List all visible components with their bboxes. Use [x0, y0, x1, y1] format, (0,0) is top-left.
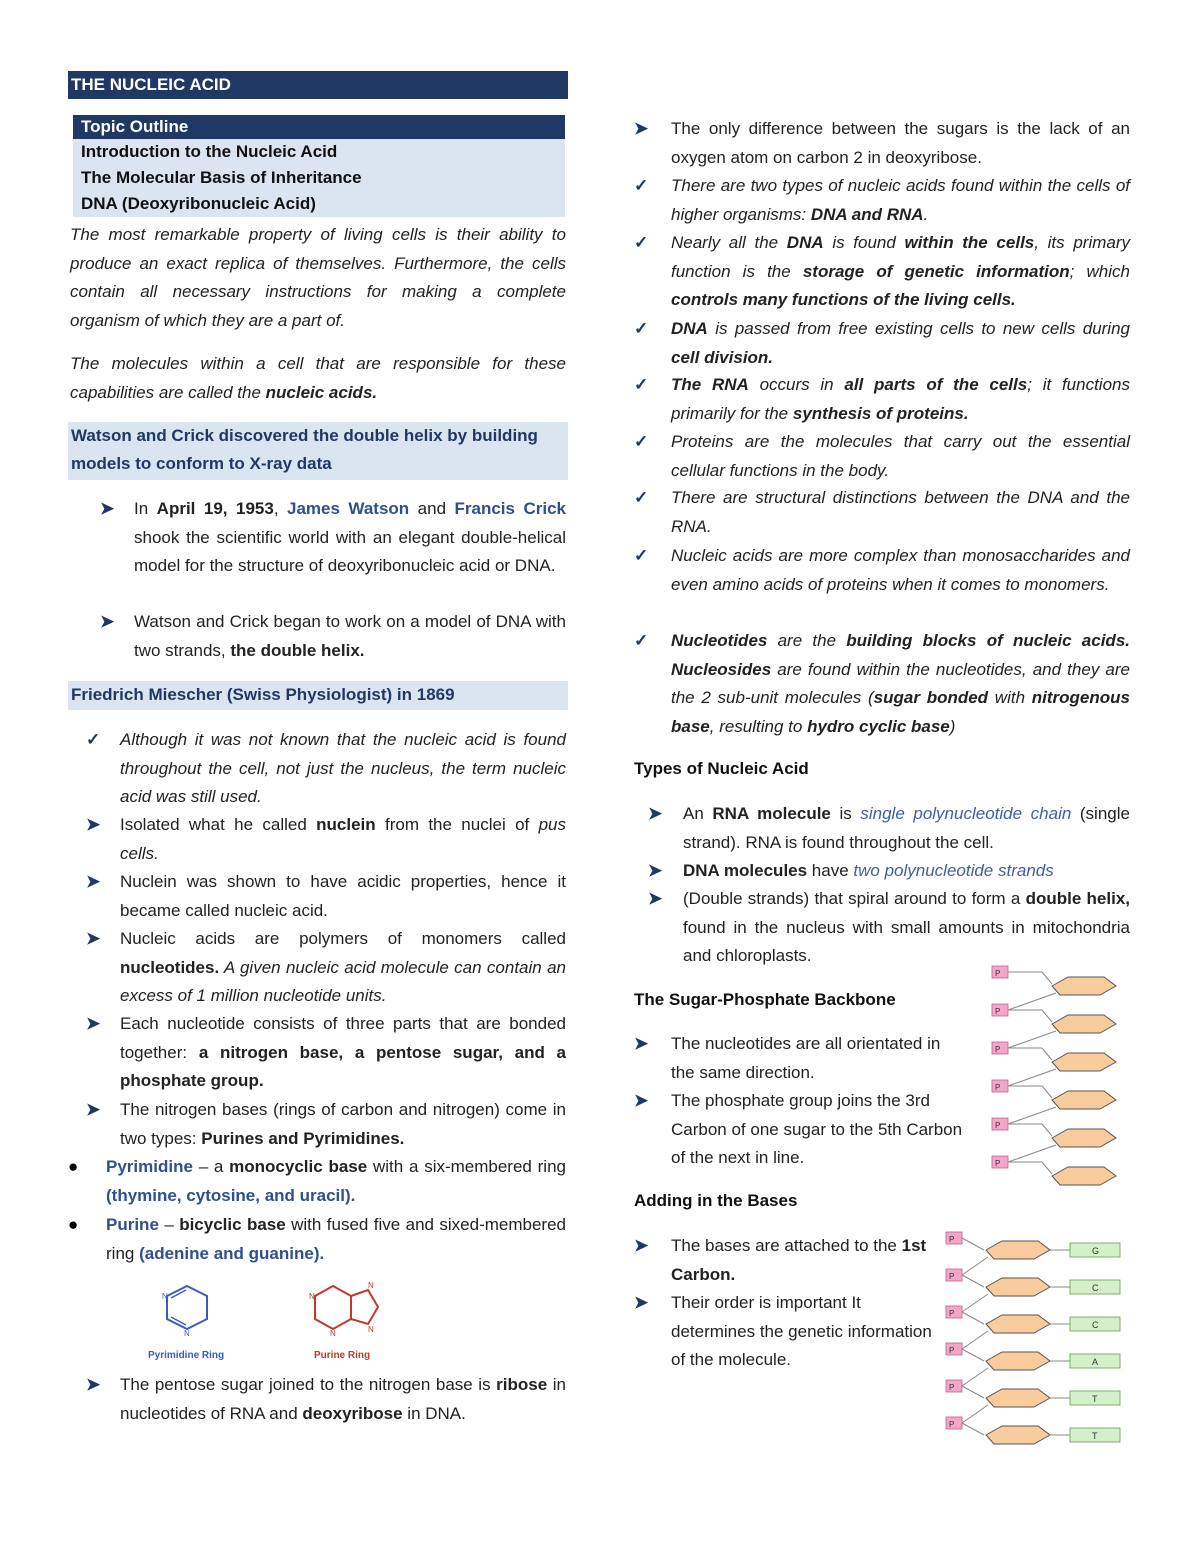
- text: Although it was not known that the nucleic acid is found throughout the cell, not just the nucleus, the term nucleic acid was still used.: [120, 730, 566, 806]
- pyrimidine-ring-label: Pyrimidine Ring: [148, 1350, 225, 1361]
- text: The RNA: [671, 375, 749, 394]
- text: single polynucleotide chain: [860, 804, 1072, 823]
- bond-line: [1042, 1048, 1052, 1060]
- text: (adenine and guanine).: [139, 1243, 325, 1263]
- arrow-bullet-icon: ➤: [86, 872, 101, 891]
- text: –: [158, 1215, 180, 1234]
- phosphate-label: P: [949, 1420, 955, 1429]
- arrow-bullet-icon: ➤: [100, 499, 115, 518]
- text: cell division.: [671, 347, 774, 367]
- text: found in the nucleus with small amounts in mitochondria and chloroplasts.: [683, 917, 1130, 965]
- sugar-mark: [986, 1352, 1050, 1370]
- text: are found within the nucleotides, and they are the 2 sub-unit molecules (: [671, 659, 1130, 707]
- phosphate-label: P: [995, 1121, 1001, 1130]
- bond-line: [962, 1423, 984, 1435]
- text: Isolated what he called: [120, 815, 317, 834]
- text: Nearly all the: [671, 233, 787, 252]
- arrow-bullet-icon: ➤: [86, 815, 101, 834]
- backbone-heading: The Sugar-Phosphate Backbone: [634, 990, 896, 1009]
- check-icon: ✓: [634, 176, 649, 195]
- arrow-bullet-icon: ➤: [634, 1091, 649, 1110]
- text: .: [923, 204, 929, 224]
- bond-line: [1008, 1145, 1056, 1162]
- backbone-diagram: [990, 962, 1130, 1199]
- check-icon: ✓: [634, 319, 649, 338]
- arrow-bullet-icon: ➤: [648, 804, 663, 823]
- bond-line: [962, 1405, 988, 1423]
- check-icon: ✓: [634, 375, 649, 394]
- sugar-mark: [986, 1315, 1050, 1333]
- text: sugar bonded: [873, 688, 989, 707]
- text: controls many functions of the living cells.: [671, 290, 1016, 309]
- text: shook the scientific world with an elegant double-helical model for the structure of deoxyribonucleic acid or DNA.: [134, 527, 566, 575]
- text: have: [807, 861, 854, 880]
- base-label: C: [1092, 1320, 1099, 1330]
- sugar-mark: [986, 1389, 1050, 1407]
- text: Nucleosides: [671, 659, 772, 679]
- text: synthesis of proteins.: [792, 403, 969, 423]
- watson-crick-heading: Watson and Crick discovered the double helix by building models to conform to X-ray data: [68, 422, 568, 480]
- text: Nucleic acids are more complex than monosaccharides and even amino acids of proteins when it comes to monomers.: [671, 546, 1130, 594]
- bond-line: [962, 1312, 984, 1324]
- text: (thymine, cytosine, and uracil).: [106, 1185, 356, 1205]
- check-icon: ✓: [86, 730, 101, 749]
- text: The pentose sugar joined to the nitrogen base is: [120, 1375, 497, 1394]
- text: hydro cyclic base: [807, 716, 950, 736]
- phosphate-label: P: [949, 1309, 955, 1318]
- text: with a six-membered ring: [367, 1157, 566, 1176]
- intro-paragraph: The most remarkable property of living cells is their ability to produce an exact replica of themselves. Furthermore, the cells contain all necessary instructions for making a complete organism of which they are a part of.: [70, 225, 566, 330]
- text: Purine: [106, 1215, 159, 1234]
- text: 1st Carbon.: [671, 1236, 927, 1284]
- text: Nucleotides: [671, 631, 768, 650]
- bond-line: [962, 1238, 984, 1250]
- text: DNA molecules: [683, 861, 808, 880]
- text: nuclein: [316, 815, 376, 834]
- phosphate-label: P: [949, 1346, 955, 1355]
- svg-text:N: N: [330, 1329, 336, 1338]
- text: storage of genetic information: [802, 261, 1070, 281]
- text: nucleotides.: [120, 957, 220, 977]
- dot-bullet-icon: ●: [68, 1157, 79, 1176]
- arrow-bullet-icon: ➤: [648, 889, 663, 908]
- bond-line: [1008, 1107, 1056, 1124]
- backbone-diagram-svg: [990, 962, 1130, 1194]
- svg-text:N: N: [309, 1292, 315, 1301]
- text: An: [683, 804, 713, 823]
- text: ; it functions primarily for the: [671, 375, 1130, 423]
- miescher-heading: Friedrich Miescher (Swiss Physiologist) in 1869: [68, 681, 568, 710]
- text: – a: [192, 1157, 230, 1176]
- intro-paragraph-2: [70, 350, 566, 407]
- text: two polynucleotide strands: [853, 861, 1054, 880]
- svg-text:N: N: [184, 1329, 190, 1338]
- bond-line: [1008, 993, 1056, 1010]
- text: the double helix.: [230, 640, 365, 660]
- text: ): [949, 716, 956, 736]
- bond-line: [962, 1368, 988, 1386]
- bond-line: [962, 1331, 988, 1349]
- text: The only difference between the sugars is the lack of an oxygen atom on carbon 2 in deoxyribose.: [671, 119, 1130, 167]
- purine-ring-icon: [298, 1274, 408, 1349]
- text: Pyrimidine: [106, 1157, 193, 1176]
- text: RNA molecule: [712, 804, 831, 823]
- text: building blocks of nucleic acids.: [846, 631, 1130, 650]
- pyrimidine-ring-icon: [140, 1274, 250, 1349]
- text: with: [988, 688, 1032, 707]
- check-icon: ✓: [634, 233, 649, 252]
- arrow-bullet-icon: ➤: [634, 1034, 649, 1053]
- sugar-mark: [1052, 1167, 1116, 1185]
- check-icon: ✓: [634, 488, 649, 507]
- pyrimidine-ring-figure: [140, 1274, 250, 1366]
- bond-line: [962, 1257, 988, 1275]
- text: There are structural distinctions between the DNA and the RNA.: [671, 488, 1130, 536]
- arrow-bullet-icon: ➤: [634, 1293, 649, 1312]
- topic-outline-header: Topic Outline: [73, 115, 565, 139]
- text: are the: [767, 631, 847, 650]
- text: (Double strands) that spiral around to form a: [683, 889, 1026, 908]
- text: DNA and RNA: [810, 204, 924, 224]
- text: Purines and Pyrimidines.: [201, 1128, 405, 1148]
- check-icon: ✓: [634, 546, 649, 565]
- bond-line: [1008, 1031, 1056, 1048]
- bases-diagram: [944, 1226, 1130, 1463]
- sugar-mark: [986, 1241, 1050, 1259]
- arrow-bullet-icon: ➤: [86, 1375, 101, 1394]
- text: Their order is important It determines the genetic information of the molecule.: [671, 1293, 932, 1369]
- text: in nucleotides of RNA and: [120, 1375, 566, 1423]
- person-name: James Watson: [287, 499, 410, 518]
- text: with fused five and sixed-membered ring: [106, 1215, 567, 1263]
- text: The nucleotides are all orientated in the same direction.: [671, 1034, 941, 1082]
- bases-diagram-svg: [944, 1226, 1130, 1458]
- text: A given nucleic acid molecule can contain an excess of 1 million nucleotide units.: [120, 957, 566, 1005]
- text: There are two types of nucleic acids found within the cells of higher organisms:: [671, 176, 1130, 224]
- arrow-bullet-icon: ➤: [634, 119, 649, 138]
- text: In: [134, 499, 157, 518]
- types-heading: Types of Nucleic Acid: [634, 759, 809, 778]
- text: a nitrogen base, a pentose sugar, and a phosphate group.: [120, 1042, 567, 1090]
- svg-text:N: N: [368, 1281, 374, 1290]
- base-label: C: [1092, 1283, 1099, 1293]
- text: , resulting to: [709, 716, 808, 736]
- bond-line: [962, 1386, 984, 1398]
- text: , its primary function is the: [671, 233, 1130, 281]
- sugar-mark: [1052, 1053, 1116, 1071]
- intro-text: The molecules within a cell that are responsible for these capabilities are called the: [70, 354, 566, 402]
- check-icon: ✓: [634, 631, 649, 650]
- text: ,: [273, 499, 288, 518]
- arrow-bullet-icon: ➤: [86, 1100, 101, 1119]
- text: bicyclic base: [179, 1215, 286, 1234]
- page-title: THE NUCLEIC ACID: [68, 71, 568, 99]
- arrow-bullet-icon: ➤: [634, 1236, 649, 1255]
- bond-line: [962, 1275, 984, 1287]
- bond-line: [962, 1294, 988, 1312]
- phosphate-label: P: [995, 969, 1001, 978]
- phosphate-label: P: [995, 1007, 1001, 1016]
- arrow-bullet-icon: ➤: [100, 612, 115, 631]
- sugar-mark: [986, 1426, 1050, 1444]
- text: is passed from free existing cells to new cells during: [707, 319, 1130, 338]
- text: deoxyribose: [302, 1403, 403, 1423]
- text: from the nuclei of: [375, 815, 539, 834]
- phosphate-label: P: [995, 1159, 1001, 1168]
- base-label: T: [1092, 1431, 1098, 1441]
- sugar-mark: [1052, 1015, 1116, 1033]
- sugar-mark: [1052, 977, 1116, 995]
- check-icon: ✓: [634, 432, 649, 451]
- arrow-bullet-icon: ➤: [86, 929, 101, 948]
- text: ; which: [1069, 261, 1130, 281]
- text: is: [830, 804, 861, 823]
- bond-line: [1042, 1124, 1052, 1136]
- text: occurs in: [748, 375, 845, 394]
- phosphate-label: P: [995, 1045, 1001, 1054]
- date: April 19, 1953: [156, 499, 274, 518]
- nucleic-acids-term: nucleic acids.: [265, 382, 378, 402]
- base-label: T: [1092, 1394, 1098, 1404]
- topic-outline: [73, 115, 565, 217]
- person-name: Francis Crick: [454, 499, 566, 518]
- phosphate-label: P: [949, 1383, 955, 1392]
- text: (single strand). RNA is found throughout the cell.: [683, 804, 1130, 852]
- text: DNA: [671, 319, 708, 338]
- text: ribose: [496, 1375, 548, 1394]
- text: The phosphate group joins the 3rd Carbon of one sugar to the 5th Carbon of the next in line.: [671, 1091, 963, 1167]
- svg-text:N: N: [368, 1325, 374, 1334]
- sugar-mark: [1052, 1129, 1116, 1147]
- dot-bullet-icon: ●: [68, 1215, 79, 1234]
- text: Watson and Crick began to work on a model of DNA with two strands,: [134, 612, 566, 660]
- bases-heading: Adding in the Bases: [634, 1191, 798, 1210]
- bond-line: [1042, 972, 1052, 984]
- text: monocyclic base: [229, 1157, 368, 1176]
- svg-text:N: N: [162, 1292, 168, 1301]
- text: Nuclein was shown to have acidic properties, hence it became called nucleic acid.: [120, 872, 566, 920]
- base-label: G: [1092, 1246, 1100, 1256]
- text: The nitrogen bases (rings of carbon and nitrogen) come in two types:: [120, 1100, 566, 1148]
- base-label: A: [1092, 1357, 1099, 1367]
- arrow-bullet-icon: ➤: [648, 861, 663, 880]
- outline-item: The Molecular Basis of Inheritance: [73, 165, 565, 191]
- sugar-mark: [1052, 1091, 1116, 1109]
- text: is found: [823, 233, 905, 252]
- phosphate-label: P: [949, 1272, 955, 1281]
- bond-line: [962, 1349, 984, 1361]
- bond-line: [1042, 1010, 1052, 1022]
- purine-ring-label: Purine Ring: [314, 1350, 371, 1361]
- sugar-mark: [986, 1278, 1050, 1296]
- purine-ring-figure: [298, 1274, 408, 1366]
- text: and: [409, 499, 455, 518]
- text: all parts of the cells: [844, 375, 1028, 394]
- text: Each nucleotide consists of three parts that are bonded together:: [120, 1014, 566, 1062]
- text: double helix,: [1025, 889, 1130, 908]
- phosphate-label: P: [949, 1235, 955, 1244]
- phosphate-label: P: [995, 1083, 1001, 1092]
- arrow-bullet-icon: ➤: [86, 1014, 101, 1033]
- text: pus cells.: [120, 815, 567, 863]
- bond-line: [1042, 1086, 1052, 1098]
- text: within the cells: [904, 233, 1035, 252]
- text: Proteins are the molecules that carry out the essential cellular functions in the body.: [671, 432, 1130, 480]
- bond-line: [1008, 1069, 1056, 1086]
- text: in DNA.: [402, 1403, 466, 1423]
- outline-item: DNA (Deoxyribonucleic Acid): [73, 191, 565, 217]
- text: Nucleic acids are polymers of monomers called: [120, 929, 566, 948]
- outline-item: Introduction to the Nucleic Acid: [73, 139, 565, 165]
- text: The bases are attached to the: [671, 1236, 902, 1255]
- text: DNA: [786, 233, 824, 252]
- bond-line: [1042, 1162, 1052, 1174]
- text: nitrogenous base: [671, 688, 1130, 736]
